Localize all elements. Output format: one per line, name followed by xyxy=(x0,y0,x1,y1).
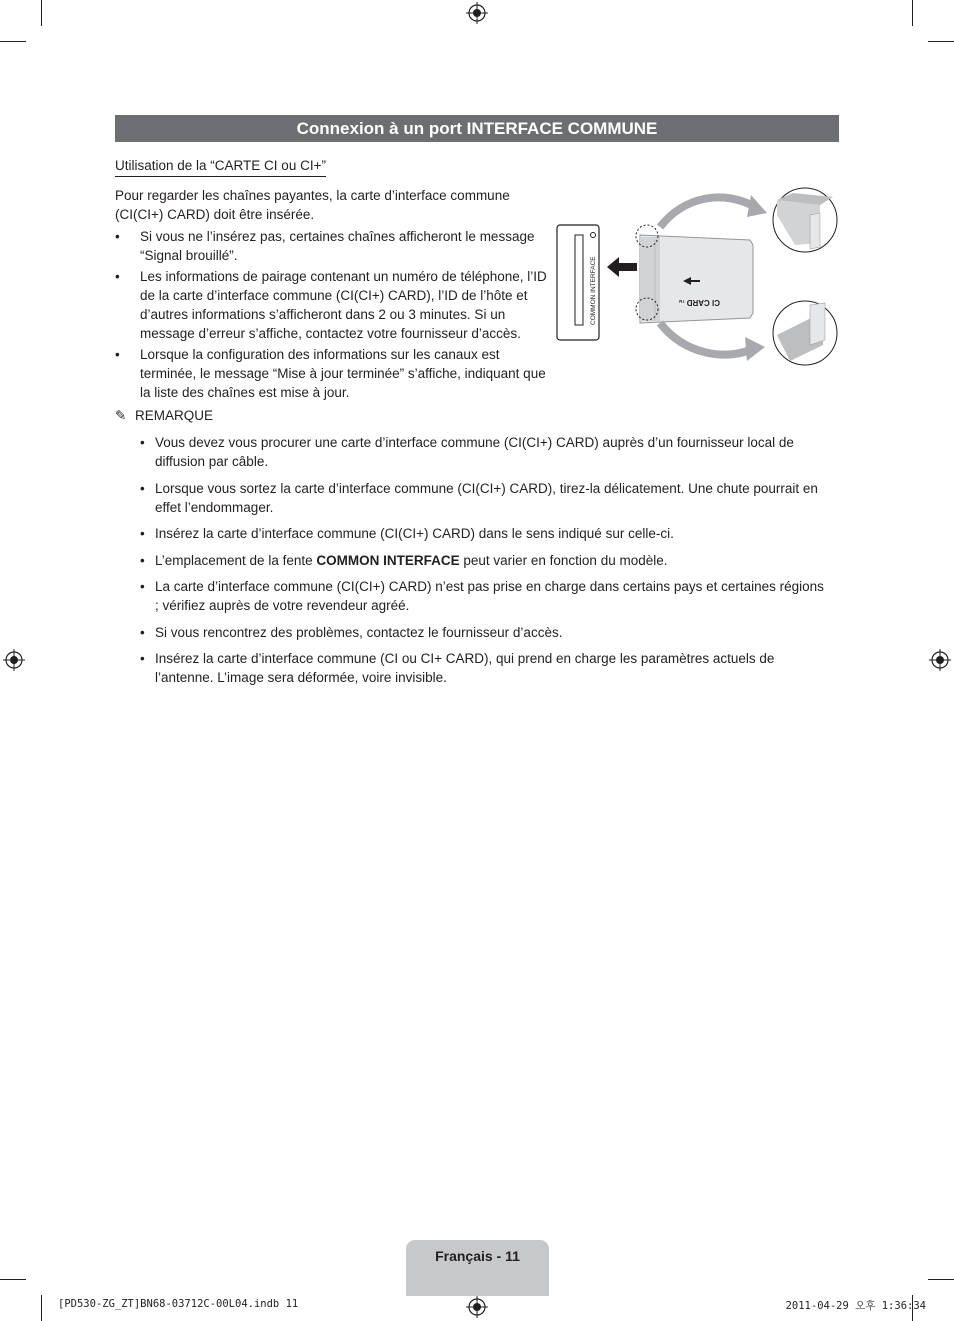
note-item xyxy=(140,649,830,687)
note-item xyxy=(140,623,830,642)
list-item xyxy=(115,267,547,343)
note-bullet: • xyxy=(140,651,145,666)
footer-file-info: [PD530-ZG_ZT]BN68-03712C-00L04.indb 11 xyxy=(58,1298,299,1310)
list-item xyxy=(115,345,547,402)
note-bullet: • xyxy=(140,480,145,496)
note-bullet: • xyxy=(140,552,145,568)
note-list xyxy=(140,433,830,695)
bullet-marker: • xyxy=(115,229,120,244)
crop-mark xyxy=(928,1279,954,1280)
ci-card-insertion-illustration xyxy=(555,185,840,370)
note-text: La carte d’interface commune (CI(CI+) CARD) n’est pas prise en charge dans certains pays et certaines régions ; vérifiez auprès de votre revendeur agréé. xyxy=(155,579,824,613)
note-item xyxy=(140,551,830,570)
footer-timestamp: 2011-04-29 오후 1:36:34 xyxy=(785,1300,926,1312)
note-text: Lorsque vous sortez la carte d’interface commune (CI(CI+) CARD), tirez-la délicatement. Une chute pourrait en effet l’endommager. xyxy=(155,480,818,515)
bullet-text: Si vous ne l’insérez pas, certaines chaînes afficheront le message “Signal brouillé”. xyxy=(140,229,535,263)
note-text-bold: COMMON INTERFACE xyxy=(316,552,460,568)
pencil-icon: ✎ xyxy=(115,408,127,423)
note-item xyxy=(140,577,830,615)
note-text: Vous devez vous procurer une carte d’interface commune (CI(CI+) CARD) auprès d’un fournisseur local de diffusion par câble. xyxy=(155,435,794,469)
note-bullet: • xyxy=(140,526,145,541)
list-item xyxy=(115,227,547,265)
note-heading xyxy=(115,406,213,425)
note-bullet: • xyxy=(140,579,145,594)
note-bullet: • xyxy=(140,624,145,640)
top-detail-zoom xyxy=(773,188,837,252)
insert-arrow-icon xyxy=(607,257,637,277)
bottom-detail-zoom xyxy=(773,301,837,365)
registration-mark-icon xyxy=(929,649,951,671)
bullet-text: Les informations de pairage contenant un numéro de téléphone, l’ID de la carte d’interface commune (CI(CI+) CARD), l’ID de l’hôte et d’autres informations s’afficheront dans 2 ou 3 minutes. Si un message d’erreur s’affiche, contactez votre fournisseur d’accès. xyxy=(140,269,547,341)
note-bullet: • xyxy=(140,435,145,450)
slot-label: COMMON INTERFACE xyxy=(590,256,597,325)
ci-card xyxy=(640,235,753,323)
tv-slot xyxy=(557,225,599,340)
note-text: Si vous rencontrez des problèmes, contactez le fournisseur d’accès. xyxy=(155,624,563,640)
note-text-after: peut varier en fonction du modèle. xyxy=(459,552,668,568)
card-label: CI CARDTM xyxy=(678,298,720,307)
note-label: REMARQUE xyxy=(135,408,214,423)
crop-mark xyxy=(928,41,954,42)
top-arc-arrow-icon xyxy=(660,195,767,227)
registration-mark-icon xyxy=(466,2,488,24)
crop-mark xyxy=(41,0,42,26)
note-item xyxy=(140,524,830,543)
crop-mark xyxy=(0,1279,26,1280)
bottom-arc-arrow-icon xyxy=(660,323,765,361)
note-text: Insérez la carte d’interface commune (CI(CI+) CARD) dans le sens indiqué sur celle-ci. xyxy=(155,526,674,541)
bullet-marker: • xyxy=(115,269,120,284)
note-text-before: L’emplacement de la fente xyxy=(155,552,317,568)
page-number: Français - 11 xyxy=(435,1248,520,1264)
registration-mark-icon xyxy=(3,649,25,671)
page-number-tab xyxy=(406,1240,549,1296)
crop-mark xyxy=(41,1295,42,1321)
bullet-list xyxy=(115,227,547,404)
crop-mark xyxy=(912,0,913,26)
note-item xyxy=(140,433,830,471)
note-text: Insérez la carte d’interface commune (CI ou CI+ CARD), qui prend en charge les paramètres actuels de l’antenne. L’image sera déformée, voire invisible. xyxy=(155,651,775,685)
bullet-marker: • xyxy=(115,347,120,362)
section-title: Connexion à un port INTERFACE COMMUNE xyxy=(115,115,839,142)
note-item xyxy=(140,479,830,517)
crop-mark xyxy=(0,41,26,42)
registration-mark-icon xyxy=(466,1296,488,1318)
bullet-text: Lorsque la configuration des informations sur les canaux est terminée, le message “Mise à jour terminée” s’affiche, indiquant que la liste des chaînes est mise à jour. xyxy=(140,347,546,400)
intro-paragraph: Pour regarder les chaînes payantes, la carte d’interface commune (CI(CI+) CARD) doit être insérée. xyxy=(115,188,510,222)
subheading: Utilisation de la “CARTE CI ou CI+” xyxy=(115,158,326,177)
